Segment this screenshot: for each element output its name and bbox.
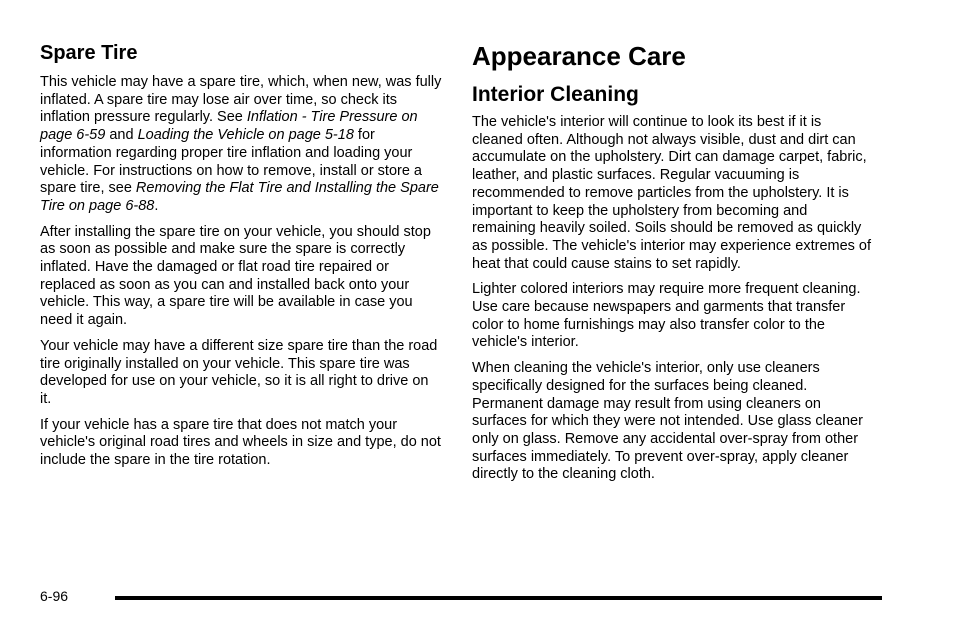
- interior-cleaning-paragraph-2: Lighter colored interiors may require more frequent cleaning. Use care because newspapers and garments that transfer color to home furnishings may also transfer color to the vehicle's interior.: [472, 281, 861, 351]
- p1-text-3: for information regarding proper tire inflation and loading your vehicle. For instructions on how to remove, install or store a spare tire, see: [40, 127, 422, 197]
- page-number: 6-96: [40, 588, 69, 604]
- spare-tire-paragraph-3: Your vehicle may have a different size spare tire than the road tire originally installed on your vehicle. This spare tire was developed for use on your vehicle, so it is all right to drive on it.: [40, 337, 438, 407]
- p1-text-1: This vehicle may have a spare tire, which, when new, was fully inflated. A spare tire may lose air over time, so check its inflation pressure regularly. See: [40, 74, 442, 126]
- spare-tire-paragraph-2: After installing the spare tire on your vehicle, you should stop as soon as possible and make sure the spare is correctly inflated. Have the damaged or flat road tire repaired or replaced as soon as you can and installed back onto your vehicle. This way, a spare tire will be available in case you need it again.: [40, 223, 431, 329]
- spare-tire-heading: Spare Tire: [40, 42, 138, 64]
- spare-tire-paragraph-1: [40, 74, 442, 216]
- right-column: [472, 40, 872, 492]
- loading-the-vehicle-ref: Loading the Vehicle on page 5-18: [137, 127, 354, 144]
- spare-tire-paragraph-4: If your vehicle has a spare tire that does not match your vehicle's original road tires and wheels in size and type, do not include the spare in the tire rotation.: [40, 416, 441, 469]
- footer-divider: [115, 596, 882, 600]
- interior-cleaning-paragraph-3: When cleaning the vehicle's interior, only use cleaners specifically designed for the surfaces being cleaned. Permanent damage may result from using cleaners on surfaces for which they were not intended. Use glass cleaner only on glass. Remove any accidental over-spray from other surfaces immediately. To prevent over-spray, apply cleaner directly to the cleaning cloth.: [472, 360, 863, 483]
- appearance-care-title: Appearance Care: [472, 41, 686, 71]
- p1-text-2: and: [105, 127, 138, 144]
- inflation-tire-pressure-ref: Inflation - Tire Pressure on page 6-59: [40, 109, 418, 144]
- removing-flat-tire-ref: Removing the Flat Tire and Installing the Spare Tire on page 6-88: [40, 180, 439, 214]
- interior-cleaning-paragraph-1: The vehicle's interior will continue to look its best if it is cleaned often. Although not always visible, dust and dirt can accumulate on the upholstery. Dirt can damage carpet, fabric, leather, and plastic surfaces. Regular vacuuming is recommended to remove particles from the upholstery. It is important to keep the upholstery from becoming and remaining heavily soiled. Soils should be removed as quickly as possible. The vehicle's interior may experience extremes of heat that could cause stains to set rapidly.: [472, 114, 872, 272]
- interior-cleaning-heading: Interior Cleaning: [472, 83, 639, 106]
- left-column: [40, 40, 442, 478]
- p1-text-4: .: [154, 197, 159, 214]
